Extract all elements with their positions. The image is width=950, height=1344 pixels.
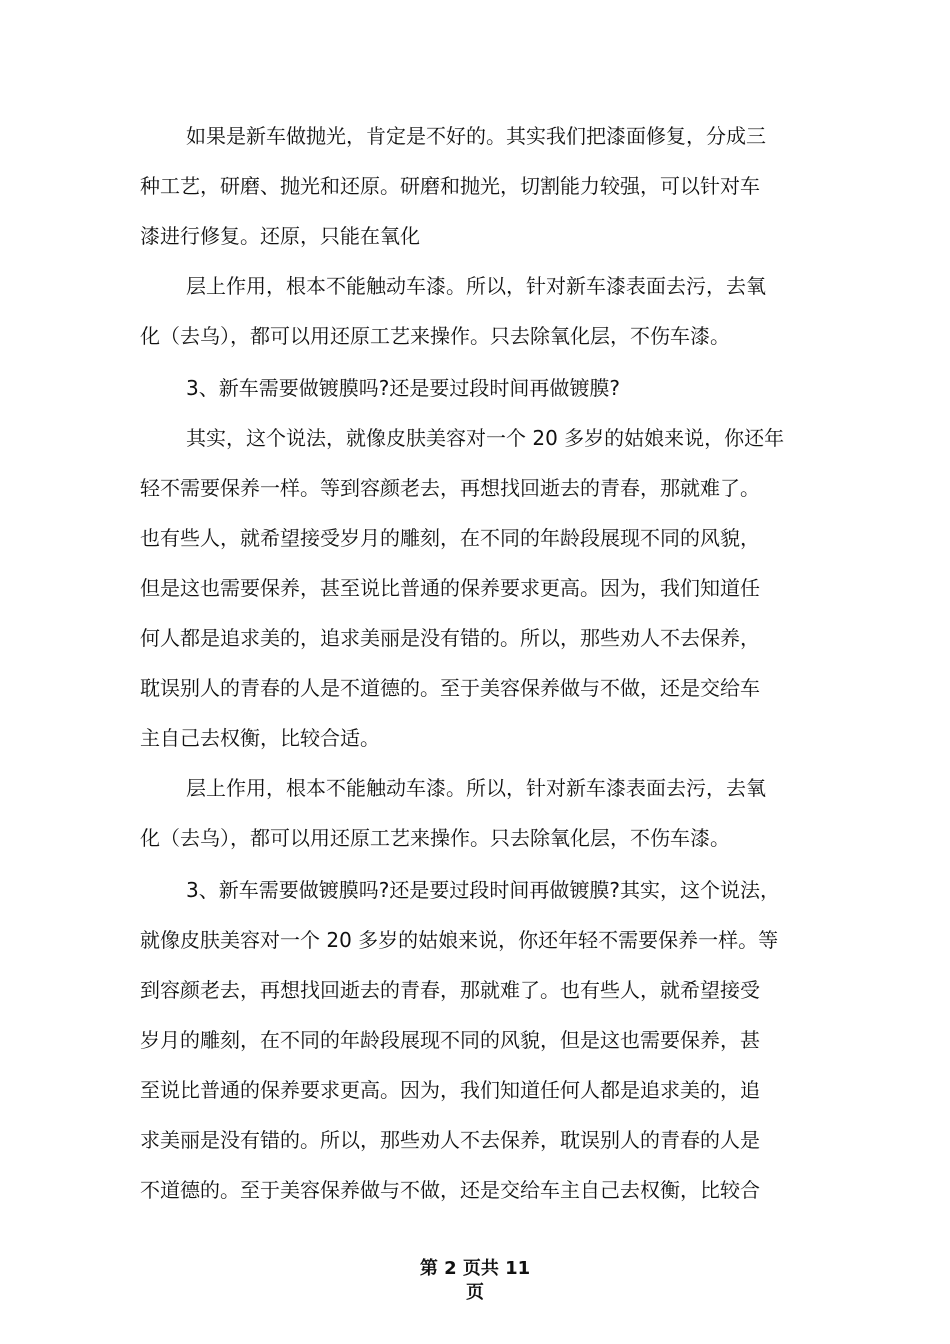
text-line: 到容颜老去，再想找回逝去的青春，那就难了。也有些人，就希望接受: [140, 978, 760, 1002]
text-line: 轻不需要保养一样。等到容颜老去，再想找回逝去的青春，那就难了。: [140, 476, 760, 500]
text-line: 漆进行修复。还原，只能在氧化: [140, 224, 420, 248]
text-line: 也有些人，就希望接受岁月的雕刻，在不同的年龄段展现不同的风貌，: [140, 526, 760, 550]
text-line: 何人都是追求美的，追求美丽是没有错的。所以，那些劝人不去保养，: [140, 626, 760, 650]
text-line: 求美丽是没有错的。所以，那些劝人不去保养，耽误别人的青春的人是: [140, 1128, 760, 1152]
text-line: 化（去乌），都可以用还原工艺来操作。只去除氧化层，不伤车漆。: [140, 324, 730, 348]
page-number-footer-cont: 页: [466, 1282, 484, 1303]
text-line: 不道德的。至于美容保养做与不做，还是交给车主自己去权衡，比较合: [140, 1178, 760, 1202]
page-number-footer: 第 2 页共 11: [419, 1258, 531, 1279]
text-line: 种工艺，研磨、抛光和还原。研磨和抛光，切割能力较强，可以针对车: [140, 174, 760, 198]
text-line: 如果是新车做抛光，肯定是不好的。其实我们把漆面修复，分成三: [186, 124, 766, 148]
text-line: 层上作用，根本不能触动车漆。所以，针对新车漆表面去污，去氧: [186, 274, 766, 298]
text-line: 层上作用，根本不能触动车漆。所以，针对新车漆表面去污，去氧: [186, 776, 766, 800]
text-line: 至说比普通的保养要求更高。因为，我们知道任何人都是追求美的，追: [140, 1078, 760, 1102]
section-heading: 3、新车需要做镀膜吗?还是要过段时间再做镀膜?: [186, 376, 620, 400]
text-line: 就像皮肤美容对一个 20 多岁的姑娘来说，你还年轻不需要保养一样。等: [140, 928, 779, 952]
text-line: 3、新车需要做镀膜吗?还是要过段时间再做镀膜?其实，这个说法，: [186, 878, 780, 902]
text-line: 岁月的雕刻，在不同的年龄段展现不同的风貌，但是这也需要保养，甚: [140, 1028, 760, 1052]
text-line: 但是这也需要保养，甚至说比普通的保养要求更高。因为，我们知道任: [140, 576, 760, 600]
text-line: 耽误别人的青春的人是不道德的。至于美容保养做与不做，还是交给车: [140, 676, 760, 700]
text-line: 其实，这个说法，就像皮肤美容对一个 20 多岁的姑娘来说，你还年: [186, 426, 785, 450]
text-line: 主自己去权衡，比较合适。: [140, 726, 380, 750]
text-line: 化（去乌），都可以用还原工艺来操作。只去除氧化层，不伤车漆。: [140, 826, 730, 850]
